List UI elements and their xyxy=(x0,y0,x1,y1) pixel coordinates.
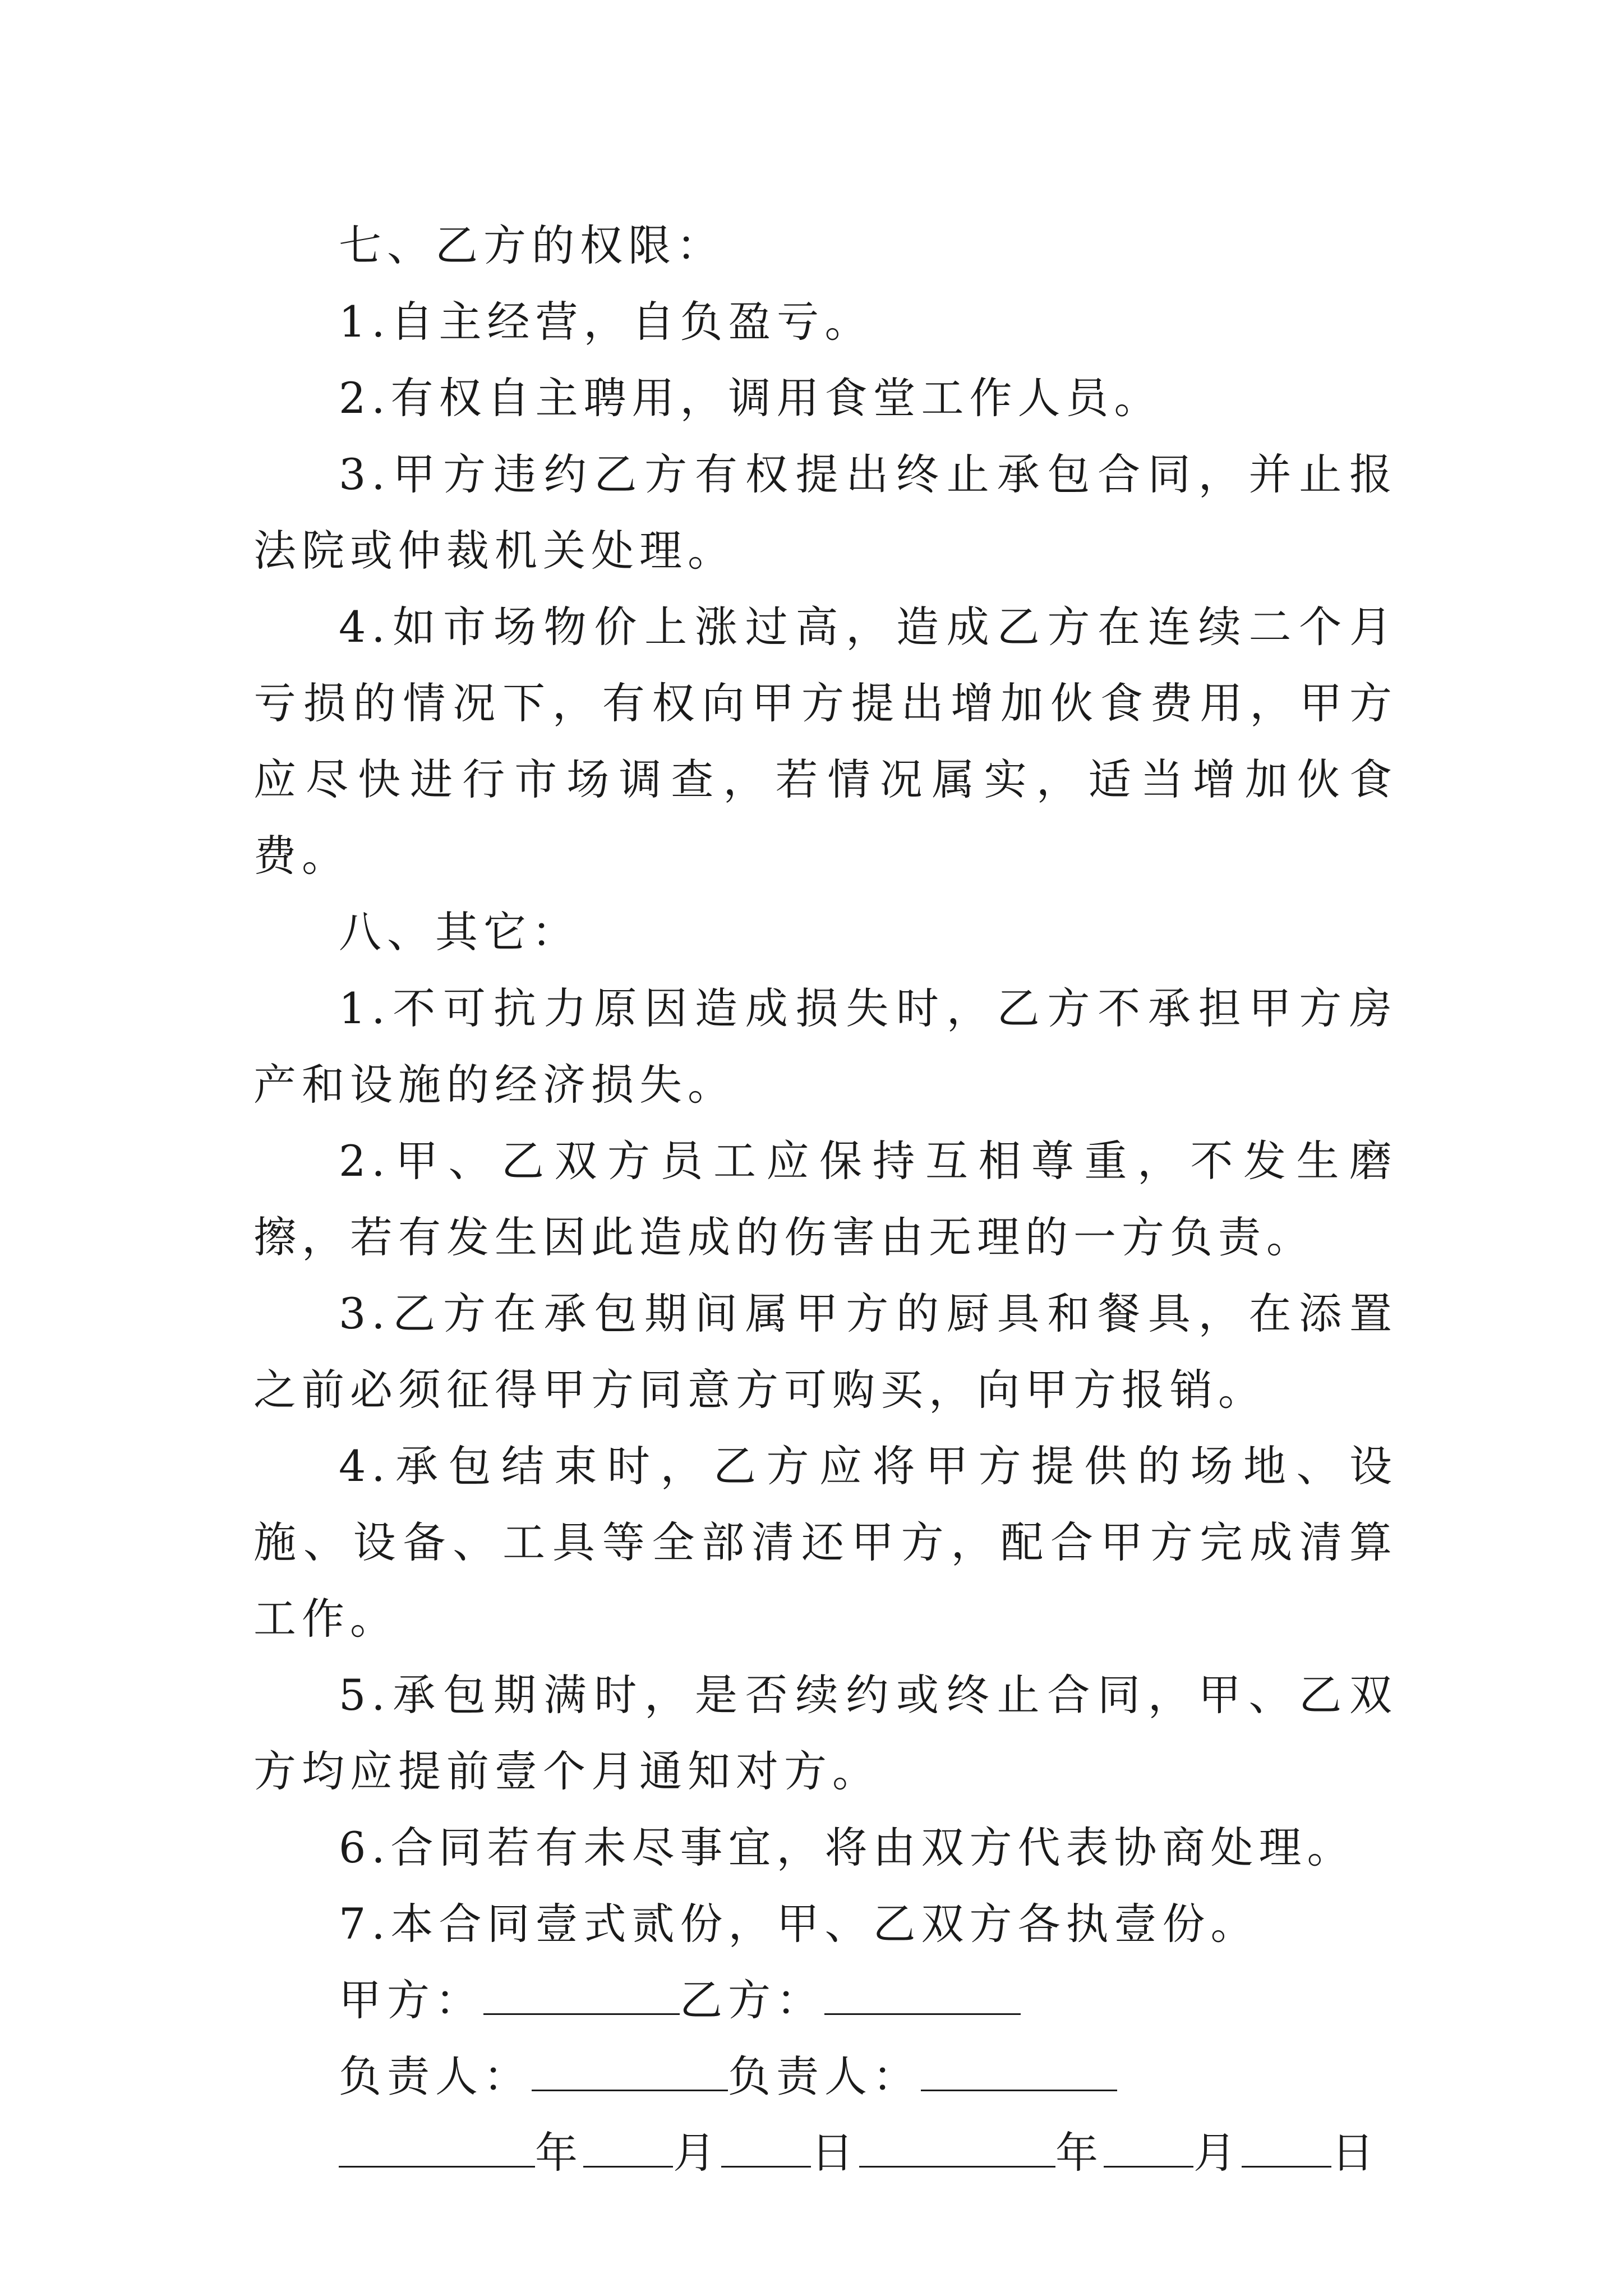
clause-paragraph: 1.不可抗力原因造成损失时，乙方不承担甲方房产和设施的经济损失。 xyxy=(253,983,1398,1110)
responsible-a-label: 负责人： xyxy=(339,2051,532,2101)
date-a-year-blank xyxy=(339,2127,535,2168)
clause-paragraph: 6.合同若有未尽事宜，将由双方代表协商处理。 xyxy=(339,1823,1355,1872)
party-signature-line xyxy=(253,1962,1398,2039)
clause-paragraph: 4.如市场物价上涨过高，造成乙方在连续二个月亏损的情况下，有权向甲方提出增加伙食费用，甲方应尽快进行市场调查，若情况属实，适当增加伙食费。 xyxy=(253,602,1398,881)
clause-paragraph: 3.甲方违约乙方有权提出终止承包合同，并止报法院或仲裁机关处理。 xyxy=(253,449,1398,576)
responsible-signature-line xyxy=(253,2039,1398,2115)
date-b-year-label: 年 xyxy=(1055,2128,1104,2178)
clause-paragraph: 2.有权自主聘用，调用食堂工作人员。 xyxy=(339,373,1163,423)
date-b-day-label: 日 xyxy=(1331,2128,1380,2178)
date-a-year-label: 年 xyxy=(535,2128,583,2178)
party-b-blank xyxy=(824,1974,1021,2015)
clause-paragraph: 4.承包结束时，乙方应将甲方提供的场地、设施、设备、工具等全部清还甲方，配合甲方完成清算工作。 xyxy=(253,1441,1398,1644)
party-b-label: 乙方： xyxy=(680,1975,824,2025)
date-b-day-blank xyxy=(1242,2127,1331,2168)
clause-paragraph: 3.乙方在承包期间属甲方的厨具和餐具，在添置之前必须征得甲方同意方可购买，向甲方报销。 xyxy=(253,1289,1398,1415)
date-line xyxy=(253,2115,1398,2191)
party-a-blank xyxy=(483,1974,680,2015)
date-b-year-blank xyxy=(859,2127,1055,2168)
clause-paragraph: 7.本合同壹式贰份，甲、乙双方各执壹份。 xyxy=(339,1899,1259,1949)
responsible-a-blank xyxy=(532,2050,728,2091)
responsible-b-blank xyxy=(921,2050,1117,2091)
date-b-month-blank xyxy=(1104,2127,1193,2168)
section-heading-seven: 七、乙方的权限： xyxy=(339,220,725,270)
date-a-day-blank xyxy=(721,2127,811,2168)
party-a-label: 甲方： xyxy=(339,1975,483,2025)
date-a-month-label: 月 xyxy=(673,2128,721,2178)
contract-body xyxy=(253,208,1398,2191)
section-heading-eight: 八、其它： xyxy=(339,907,580,957)
clause-paragraph: 2.甲、乙双方员工应保持互相尊重，不发生磨擦，若有发生因此造成的伤害由无理的一方负责。 xyxy=(253,1136,1398,1262)
date-b-month-label: 月 xyxy=(1193,2128,1242,2178)
date-a-month-blank xyxy=(583,2127,673,2168)
clause-paragraph: 1.自主经营，自负盈亏。 xyxy=(339,297,873,347)
date-a-day-label: 日 xyxy=(811,2128,859,2178)
responsible-b-label: 负责人： xyxy=(728,2051,921,2101)
clause-paragraph: 5.承包期满时，是否续约或终止合同，甲、乙双方均应提前壹个月通知对方。 xyxy=(253,1670,1398,1796)
